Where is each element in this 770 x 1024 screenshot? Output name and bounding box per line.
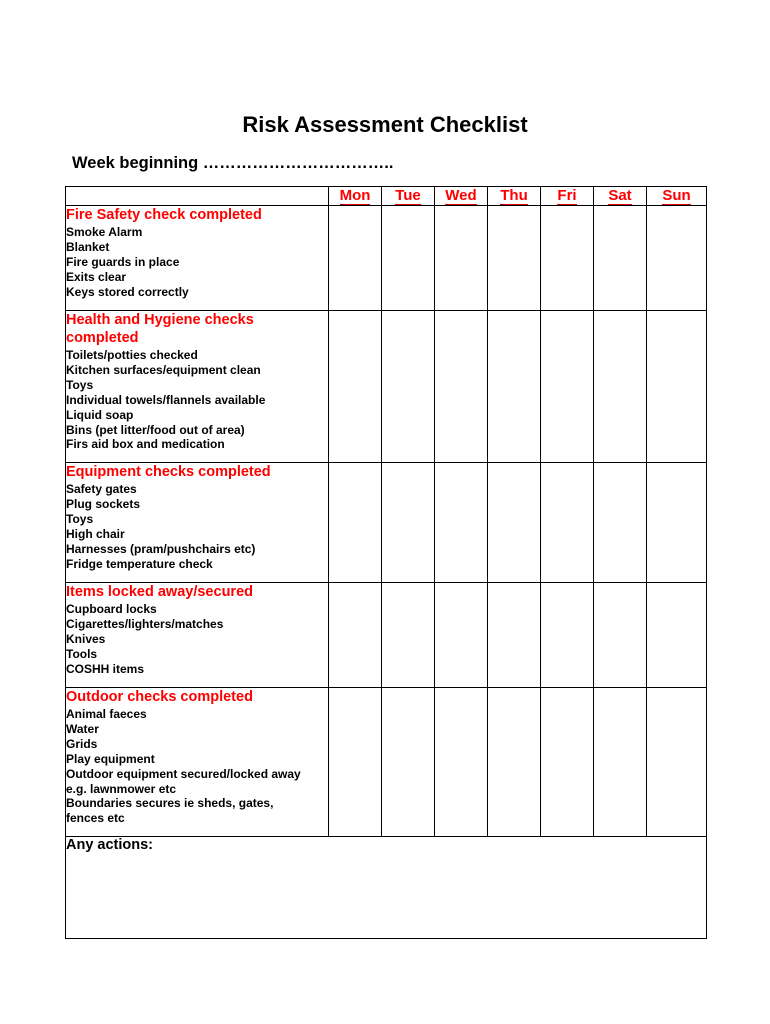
check-cell-tue[interactable] xyxy=(382,311,435,463)
check-cell-sun[interactable] xyxy=(647,688,707,837)
checklist-item: High chair xyxy=(66,526,125,541)
check-cell-thu[interactable] xyxy=(488,206,541,311)
check-cell-mon[interactable] xyxy=(329,463,382,583)
check-cell-mon[interactable] xyxy=(329,688,382,837)
checklist-item: Fridge temperature check xyxy=(66,556,213,571)
check-cell-tue[interactable] xyxy=(382,206,435,311)
check-cell-wed[interactable] xyxy=(435,206,488,311)
section-cell xyxy=(66,311,329,463)
section-title: Health and Hygiene checks completed xyxy=(66,312,254,346)
check-cell-sat[interactable] xyxy=(594,583,647,688)
checklist-item: Harnesses (pram/pushchairs etc) xyxy=(66,541,256,556)
check-cell-sun[interactable] xyxy=(647,583,707,688)
check-cell-fri[interactable] xyxy=(541,206,594,311)
checklist-item: Toilets/potties checked xyxy=(66,348,198,362)
checklist-item: Blanket xyxy=(66,239,110,254)
section-cell xyxy=(66,206,329,311)
check-cell-sat[interactable] xyxy=(594,688,647,837)
checklist-item: Outdoor equipment secured/locked away e.g. lawnmower etc xyxy=(66,766,301,796)
page-title: Risk Assessment Checklist xyxy=(242,112,528,137)
checklist-item: Fire guards in place xyxy=(66,254,180,269)
checklist-item: Liquid soap xyxy=(66,407,134,422)
section-cell xyxy=(66,583,329,688)
check-cell-thu[interactable] xyxy=(488,311,541,463)
checklist-item: Boundaries secures ie sheds, gates, fences etc xyxy=(66,796,274,826)
check-cell-wed[interactable] xyxy=(435,311,488,463)
checklist-item: Toys xyxy=(66,511,94,526)
checklist-item: Firs aid box and medication xyxy=(66,437,225,452)
section-title: Fire Safety check completed xyxy=(66,207,262,223)
day-header-thu: Thu xyxy=(488,187,541,206)
check-cell-fri[interactable] xyxy=(541,311,594,463)
check-cell-sun[interactable] xyxy=(647,206,707,311)
actions-row xyxy=(66,837,707,939)
actions-cell[interactable] xyxy=(66,837,707,939)
checklist-item: Water xyxy=(66,721,99,736)
checklist-item: Exits clear xyxy=(66,269,127,284)
check-cell-mon[interactable] xyxy=(329,206,382,311)
day-header-mon: Mon xyxy=(329,187,382,206)
section-title: Items locked away/secured xyxy=(66,584,253,600)
check-cell-thu[interactable] xyxy=(488,463,541,583)
section-row-outdoor xyxy=(66,688,707,837)
checklist-item: Tools xyxy=(66,646,98,661)
day-header-fri: Fri xyxy=(541,187,594,206)
check-cell-wed[interactable] xyxy=(435,463,488,583)
checklist-item: Animal faeces xyxy=(66,707,147,721)
check-cell-fri[interactable] xyxy=(541,688,594,837)
section-cell xyxy=(66,688,329,837)
section-row-fire-safety xyxy=(66,206,707,311)
day-header-sat: Sat xyxy=(594,187,647,206)
check-cell-tue[interactable] xyxy=(382,463,435,583)
checklist-item: Keys stored correctly xyxy=(66,284,189,299)
checklist-item: Plug sockets xyxy=(66,496,141,511)
section-cell xyxy=(66,463,329,583)
day-header-sun: Sun xyxy=(647,187,707,206)
check-cell-fri[interactable] xyxy=(541,583,594,688)
check-cell-sat[interactable] xyxy=(594,206,647,311)
checklist-item: Knives xyxy=(66,631,106,646)
checklist-table xyxy=(65,186,707,939)
checklist-item: Smoke Alarm xyxy=(66,225,143,239)
day-header-tue: Tue xyxy=(382,187,435,206)
check-cell-thu[interactable] xyxy=(488,583,541,688)
check-cell-sat[interactable] xyxy=(594,311,647,463)
section-title: Equipment checks completed xyxy=(66,464,271,480)
checklist-item: Safety gates xyxy=(66,482,137,496)
check-cell-sun[interactable] xyxy=(647,463,707,583)
checklist-item: Individual towels/flannels available xyxy=(66,392,266,407)
check-cell-wed[interactable] xyxy=(435,583,488,688)
section-title: Outdoor checks completed xyxy=(66,689,253,705)
section-row-health-hygiene xyxy=(66,311,707,463)
check-cell-sun[interactable] xyxy=(647,311,707,463)
checklist-item: Cupboard locks xyxy=(66,602,157,616)
check-cell-tue[interactable] xyxy=(382,688,435,837)
checklist-item: Play equipment xyxy=(66,751,155,766)
check-cell-fri[interactable] xyxy=(541,463,594,583)
checklist-item: Kitchen surfaces/equipment clean xyxy=(66,362,261,377)
section-row-equipment xyxy=(66,463,707,583)
header-row xyxy=(66,187,707,206)
check-cell-thu[interactable] xyxy=(488,688,541,837)
check-cell-mon[interactable] xyxy=(329,311,382,463)
section-row-items-locked xyxy=(66,583,707,688)
check-cell-sat[interactable] xyxy=(594,463,647,583)
checklist-item: Toys xyxy=(66,377,94,392)
checklist-item: Bins (pet litter/food out of area) xyxy=(66,422,245,437)
week-beginning-field[interactable]: Week beginning …………………………….. xyxy=(72,154,394,172)
header-blank-cell xyxy=(66,187,329,206)
checklist-item: Cigarettes/lighters/matches xyxy=(66,616,224,631)
day-header-wed: Wed xyxy=(435,187,488,206)
checklist-item: Grids xyxy=(66,736,98,751)
actions-label: Any actions: xyxy=(66,837,154,853)
checklist-item: COSHH items xyxy=(66,661,145,676)
check-cell-wed[interactable] xyxy=(435,688,488,837)
check-cell-tue[interactable] xyxy=(382,583,435,688)
check-cell-mon[interactable] xyxy=(329,583,382,688)
